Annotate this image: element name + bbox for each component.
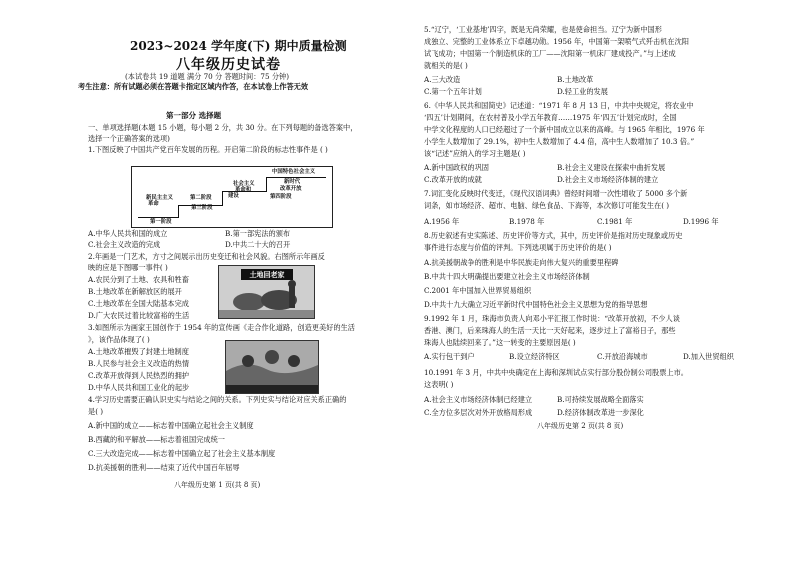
q8-line-2: 事件进行态度与价值的评判。下列选项属于历史评价的是( ) [424,243,612,252]
q2-option-a[interactable]: A.农民分到了土地、农具和牲畜 [88,275,189,284]
exam-subtitle: 八年级历史试卷 [176,57,281,73]
q5-line-1: 5.“辽宁，‘工业基地’四字，既是无尚荣耀，也是使命担当。辽宁为新中国形 [424,25,662,34]
q7-option-c[interactable]: C.1981 年 [597,217,633,226]
q1-stair-label-11: 第一阶段 [150,219,172,225]
q4-option-d[interactable]: D.抗美援朝的胜利——结束了近代中国百年屈辱 [88,463,240,472]
section-instruction-line-1: 一、单项选择题(本题 15 小题，每小题 2 分，共 30 分。在下列每题的备选答案中， [88,123,358,132]
q5-line-2: 成独立、完整的工业体系立下卓越功勋。1956 年，中国第一架喷气式歼击机在沈阳 [424,37,689,46]
q1-stair-label-5: 建设 [228,193,239,199]
exam-page-2 [397,0,794,561]
q1-stair-line-5 [266,177,267,192]
q8-option-c[interactable]: C.2001 年中国加入世界贸易组织 [424,286,532,295]
q3-option-c[interactable]: C.改革开放得到人民热烈的拥护 [88,371,189,380]
q10-option-a[interactable]: A.社会主义市场经济体制已经建立 [424,395,533,404]
q10-line-2: 这表明( ) [424,380,454,389]
q1-stair-label-0: 中国特色社会主义 [272,169,316,175]
q2-stem-line-2: 映的应是下图哪一事件( ) [88,263,168,272]
q6-line-4: 小学生人数增加了 29.1%，初中生人数增加了 4.4 倍，高中生人数增加了 10.3 倍。” [424,137,695,146]
q9-line-3: 珠海人也陆续回来了。”这一转变的主要原因是( ) [424,338,576,347]
q1-option-a[interactable]: A.中华人民共和国的成立 [88,229,168,238]
part-title: 第一部分 选择题 [166,111,222,120]
q9-option-b[interactable]: B.设立经济特区 [509,352,560,361]
q2-option-c[interactable]: C.土地改革在全国大陆基本完成 [88,299,189,308]
q1-stair-label-8: 革命 [148,201,159,207]
q1-option-b[interactable]: B.第一部宪法的颁布 [225,229,291,238]
q9-option-a[interactable]: A.实行包干到户 [424,352,475,361]
q5-line-4: 就相关的是( ) [424,61,468,70]
q1-stair-label-2: 改革开放 [280,186,302,192]
q3-propaganda-poster-image [225,340,319,394]
q8-line-1: 8.历史叙述有史实陈述、历史评价等方式，其中，历史评价是指对历史现象或历史 [424,231,683,240]
q4-stem-line-2: 是( ) [88,407,104,416]
q9-line-2: 香港、澳门，后来珠海人的生活一天比一天好起来，逐步过上了富裕日子，那些 [424,326,676,335]
q4-stem-line-1: 4.学习历史需要正确认识史实与结论之间的关系。下列史实与结论对应关系正确的 [88,395,347,404]
q9-line-1: 9.1992 年 1 月，珠海市负责人向邓小平汇报工作时说：“改革开放初，不少人谈 [424,314,680,323]
q6-option-b[interactable]: B.社会主义建设在探索中曲折发展 [557,163,666,172]
q6-line-2: ‘四五’计划期间，在农村普及小学五年教育……1975 年‘四五’计划完成时，全国 [424,113,677,122]
q1-stair-label-3: 社会主义 [233,181,255,187]
q8-option-b[interactable]: B.中共十四大明确提出要建立社会主义市场经济体制 [424,272,590,281]
q1-staircase-diagram [131,166,333,228]
exam-title: 2023~2024 学年度(下) 期中质量检测 [130,39,347,53]
q7-option-a[interactable]: A.1956 年 [424,217,460,226]
q5-option-d[interactable]: D.轻工业的发展 [557,87,608,96]
q3-stem-line-1: 3.如图所示为画家王国创作于 1954 年的宣传画《走合作化道路，创造更美好的生活 [88,323,355,332]
q6-option-d[interactable]: D.社会主义市场经济体制的建立 [557,175,659,184]
q1-stair-line-1 [178,205,179,218]
q9-option-c[interactable]: C.开放沿海城市 [597,352,648,361]
exam-instructions: 考生注意：所有试题必须在答题卡指定区域内作答，在本试卷上作答无效 [78,82,309,91]
q9-option-d[interactable]: D.加入世贸组织 [683,352,734,361]
q4-option-a[interactable]: A.新中国的成立——标志着中国确立起社会主义制度 [88,421,254,430]
q7-option-b[interactable]: B.1978 年 [509,217,545,226]
q1-stair-label-10: 第二阶段 [190,195,212,201]
q4-option-b[interactable]: B.西藏的和平解放——标志着祖国完成统一 [88,435,225,444]
q3-option-a[interactable]: A.土地改革摧毁了封建土地制度 [88,347,189,356]
q1-stair-label-7: 新民主主义 [146,195,173,201]
page-1-footer: 八年级历史第 1 页(共 8 页) [174,481,261,489]
q2-image-caption: 土地回老家 [249,270,285,279]
q6-line-5: 该“记述”应纳入的学习主题是( ) [424,149,526,158]
q7-line-1: 7.词汇变化反映时代变迁，《现代汉语词典》曾经时间增一次性增收了 5000 多个新 [424,189,688,198]
q1-stair-line-6 [266,177,326,178]
section-instruction-line-2: 选择一个正确答案的选项) [88,134,170,143]
q5-option-b[interactable]: B.土地改革 [557,75,594,84]
q1-stair-line-3 [222,191,223,206]
q1-stair-label-6: 第三阶段 [191,205,213,211]
q1-stair-label-4: 革命和 [235,187,252,193]
q1-stair-label-1: 新时代 [284,179,301,185]
q3-option-b[interactable]: B.人民参与社会主义改造的热情 [88,359,190,368]
q1-option-d[interactable]: D.中共二十大的召开 [225,240,291,249]
q1-option-c[interactable]: C.社会主义改造的完成 [88,240,161,249]
q10-option-d[interactable]: D.经济体制改革进一步深化 [557,408,644,417]
q10-line-1: 10.1991 年 3 月，中共中央确定在上海和深圳试点实行部分股份制公司股票上市。 [424,368,688,377]
q2-new-year-painting-image [218,265,315,319]
q10-option-c[interactable]: C.全方位多层次对外开放格局形成 [424,408,533,417]
q6-line-1: 6.《中华人民共和国简史》记述道：“1971 年 8 月 13 日，中共中央规定，将农业中 [424,101,694,110]
q10-option-b[interactable]: B.可持续发展战略全面落实 [557,395,644,404]
q2-option-d[interactable]: D.广大农民过着比较富裕的生活 [88,311,190,320]
q7-option-d[interactable]: D.1996 年 [683,217,719,226]
exam-info: (本试卷共 19 道题 满分 70 分 答题时间：75 分钟) [125,72,290,81]
q2-option-b[interactable]: B.土地改革在新解放区的展开 [88,287,182,296]
q1-stair-line-0 [138,217,178,218]
q6-option-a[interactable]: A.新中国政权的巩固 [424,163,489,172]
page-2-footer: 八年级历史第 2 页(共 8 页) [537,422,624,430]
q1-stair-label-9: 第四阶段 [270,194,292,200]
q8-option-d[interactable]: D.中共十九大确立习近平新时代中国特色社会主义思想为党的指导思想 [424,300,648,309]
q5-line-3: 试飞成功；中国第一个制造机床的工厂——沈阳第一机床厂建成投产。”与上述成 [424,49,676,58]
q8-option-a[interactable]: A.抗美援朝战争的胜利是中华民族走向伟大复兴的重要里程碑 [424,258,619,267]
q5-option-c[interactable]: C.第一个五年计划 [424,87,482,96]
q4-option-c[interactable]: C.三大改造完成——标志着中国确立起了社会主义基本制度 [88,449,276,458]
q2-stem-line-1: 2.年画是一门艺术，方寸之间展示出历史变迁和社会风貌。右图所示年画反 [88,252,325,261]
q7-line-2: 词条，如市场经济、超市、电脑、绿色食品、下海等，本次修订可能发生在( ) [424,201,670,210]
q5-option-a[interactable]: A.三大改造 [424,75,461,84]
q6-line-3: 中学文化程度的人口已经超过了一个新中国成立以来的高峰。与 1965 年相比，1976 年 [424,125,705,134]
q6-option-c[interactable]: C.改革开放的成就 [424,175,482,184]
q3-option-d[interactable]: D.中华人民共和国工业化的起步 [88,383,190,392]
q1-stem: 1.下图反映了中国共产党百年发展的历程。开启第二阶段的标志性事件是 ( ) [88,145,328,154]
q3-stem-line-2: 》，该作品体现了( ) [88,335,150,344]
